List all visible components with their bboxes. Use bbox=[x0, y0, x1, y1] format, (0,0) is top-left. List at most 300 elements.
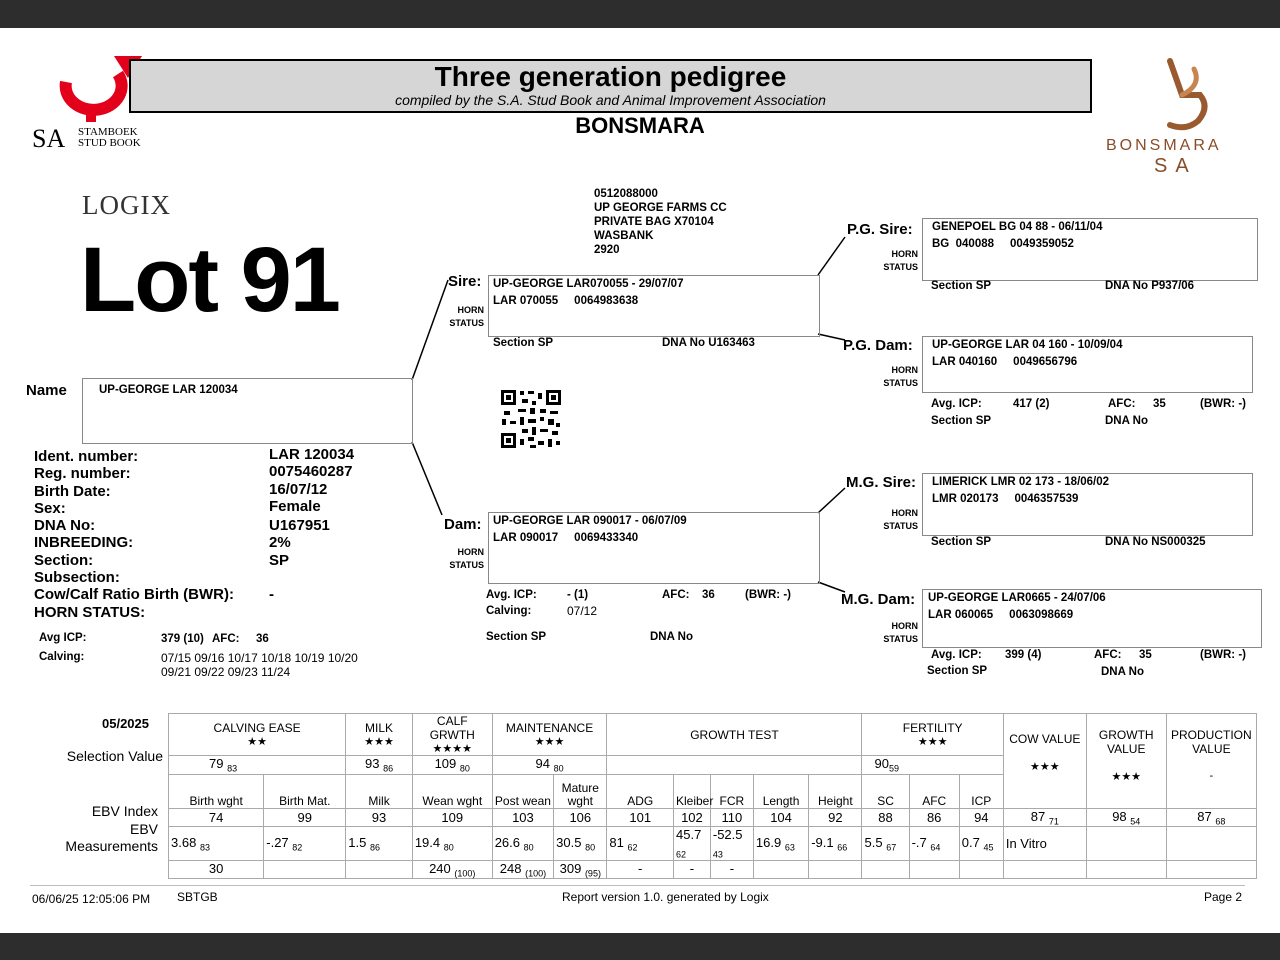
sire-horn-status bbox=[448, 304, 484, 330]
footer-divider bbox=[30, 885, 1245, 886]
ebv-index-cell bbox=[554, 808, 607, 827]
column-header-label: Post wean bbox=[494, 793, 551, 808]
column-header bbox=[710, 774, 753, 808]
footer-report: Report version 1.0. generated by Logix bbox=[562, 890, 769, 904]
animal-field-value: Female bbox=[269, 497, 321, 515]
ebv-value: 26.6 bbox=[494, 834, 521, 850]
column-header bbox=[169, 774, 264, 808]
pg-sire-name: GENEPOEL BG 04 88 - 06/11/04 bbox=[932, 221, 1103, 233]
value-index-cell bbox=[1086, 808, 1166, 827]
group-milk bbox=[346, 714, 413, 756]
dam-name: UP-GEORGE LAR 090017 - 06/07/09 bbox=[493, 515, 687, 527]
ebv-index-cell bbox=[674, 808, 711, 827]
measurement-count: (100) bbox=[454, 868, 476, 879]
sa-logo-studbook: STUD BOOK bbox=[78, 137, 141, 149]
sel-calf-growth-value: 109 bbox=[434, 756, 457, 771]
column-header-label: Length bbox=[762, 793, 800, 808]
measurement-empty-cell bbox=[1166, 860, 1256, 879]
measurement-cell bbox=[753, 860, 808, 879]
measurement-empty-cell bbox=[1086, 860, 1166, 879]
group-fertility bbox=[862, 714, 1003, 756]
value-index-acc: 71 bbox=[1048, 816, 1059, 827]
group-maintenance bbox=[492, 714, 607, 756]
animal-details bbox=[34, 448, 374, 621]
animal-field-label: Section: bbox=[34, 551, 94, 569]
sire-status-label: STATUS bbox=[449, 318, 484, 328]
group-calving-ease bbox=[169, 714, 346, 756]
animal-field-row bbox=[34, 552, 374, 569]
ebv-accuracy: 62 bbox=[627, 842, 638, 853]
mg-dam-label: M.G. Dam: bbox=[841, 591, 916, 608]
ebv-date: 05/2025 bbox=[102, 716, 149, 731]
footer-code: SBTGB bbox=[177, 890, 218, 904]
ebv-value-row bbox=[169, 827, 1257, 861]
measurement-value: - bbox=[638, 860, 643, 876]
measurement-cell bbox=[264, 860, 346, 879]
animal-field-label: Ident. number: bbox=[34, 448, 139, 465]
animal-field-value: SP bbox=[269, 551, 290, 569]
ebv-cell bbox=[959, 827, 1003, 861]
ebv-value: 30.5 bbox=[556, 834, 582, 850]
ebv-index-value: 88 bbox=[878, 809, 893, 825]
measurement-cell bbox=[492, 860, 553, 879]
ebv-cell bbox=[346, 827, 413, 861]
dam-calving-label: Calving: bbox=[486, 605, 532, 617]
ebv-value: 16.9 bbox=[755, 834, 782, 850]
column-header bbox=[492, 774, 553, 808]
pg-sire-ident: BG 040088 0049359052 bbox=[932, 238, 1074, 250]
ebv-cell bbox=[607, 827, 674, 861]
animal-avg-icp: 379 (10) bbox=[161, 633, 204, 645]
mg-dam-afc-label: AFC: bbox=[1094, 649, 1122, 661]
cow-value-stars: ★★★ bbox=[1030, 761, 1060, 773]
measurement-count: (95) bbox=[584, 868, 601, 879]
animal-field-label: Reg. number: bbox=[34, 465, 131, 483]
column-header bbox=[909, 774, 959, 808]
sel-fertility-value: 90 bbox=[874, 756, 889, 771]
ebv-accuracy: 86 bbox=[369, 842, 380, 853]
ebv-index-cell bbox=[710, 808, 753, 827]
animal-calving-label: Calving: bbox=[39, 651, 85, 663]
ebv-index-value: 99 bbox=[297, 809, 312, 825]
ebv-cell bbox=[809, 827, 862, 861]
ebv-value: 0.7 bbox=[961, 834, 980, 850]
ebv-index-cell bbox=[169, 808, 264, 827]
column-header bbox=[862, 774, 909, 808]
mg-sire-section: Section SP bbox=[931, 536, 992, 548]
animal-field-row bbox=[34, 480, 374, 500]
footer-timestamp: 06/06/25 12:05:06 PM bbox=[32, 892, 151, 906]
ebv-empty-cell bbox=[1166, 827, 1256, 861]
ebv-index-cell bbox=[607, 808, 674, 827]
pg-dam-section: Section SP bbox=[931, 415, 992, 427]
mg-dam-avg-icp-label: Avg. ICP: bbox=[931, 649, 982, 661]
pg-dam-horn-label: HORN bbox=[891, 365, 918, 375]
pg-dam-dna: DNA No bbox=[1105, 415, 1149, 427]
ebv-cell bbox=[492, 827, 553, 861]
ebv-value: -.27 bbox=[266, 834, 289, 850]
column-header-label: Mature wght bbox=[561, 780, 599, 808]
mg-dam-status-label: STATUS bbox=[883, 634, 918, 644]
sel-calf-growth bbox=[412, 756, 492, 775]
production-value-stars: - bbox=[1209, 770, 1214, 782]
measurement-value: 248 bbox=[499, 860, 522, 876]
value-index-value: 87 bbox=[1197, 808, 1212, 824]
ebv-accuracy: 67 bbox=[886, 842, 897, 853]
mg-sire-name: LIMERICK LMR 02 173 - 18/06/02 bbox=[932, 476, 1110, 488]
ebv-index-value: 102 bbox=[681, 809, 703, 825]
column-header-label: Kleiber bbox=[676, 793, 714, 808]
group-maintenance-label: MAINTENANCE bbox=[505, 721, 594, 735]
mg-dam-section: Section SP bbox=[927, 665, 988, 677]
ebv-accuracy: 62 bbox=[676, 849, 687, 860]
group-calf-growth bbox=[412, 714, 492, 756]
breeder-postal-code: 2920 bbox=[594, 244, 620, 256]
animal-field-value: 2% bbox=[269, 534, 291, 552]
dam-dna: DNA No bbox=[650, 631, 694, 643]
ebv-accuracy: 66 bbox=[837, 842, 848, 853]
sel-fertility-acc: 59 bbox=[888, 763, 899, 774]
mg-sire-horn-label: HORN bbox=[891, 508, 918, 518]
mg-dam-name: UP-GEORGE LAR0665 - 24/07/06 bbox=[928, 592, 1106, 604]
dam-section: Section SP bbox=[486, 631, 547, 643]
row-label-ebv: EBV bbox=[129, 821, 158, 837]
ebv-value: 81 bbox=[609, 834, 624, 850]
sire-label: Sire: bbox=[448, 273, 482, 290]
animal-calving-line-2: 09/21 09/22 09/23 11/24 bbox=[161, 665, 291, 679]
animal-field-list bbox=[34, 448, 374, 621]
animal-field-label: Sex: bbox=[34, 499, 66, 517]
column-header bbox=[554, 774, 607, 808]
ebv-value: 45.7 bbox=[676, 827, 702, 843]
ebv-index-value: 103 bbox=[512, 809, 534, 825]
column-header bbox=[809, 774, 862, 808]
dam-avg-icp: - (1) bbox=[567, 589, 589, 601]
ebv-index-value: 109 bbox=[441, 809, 464, 825]
mg-dam-afc: 35 bbox=[1139, 649, 1152, 661]
sire-dna: DNA No U163463 bbox=[662, 337, 755, 349]
value-index-value: 87 bbox=[1030, 808, 1046, 824]
value-index-cell bbox=[1166, 808, 1256, 827]
qr-code bbox=[500, 389, 562, 449]
ebv-cell bbox=[909, 827, 959, 861]
value-index-value: 98 bbox=[1112, 808, 1127, 824]
measurement-cell bbox=[862, 860, 909, 879]
animal-field-value: LAR 120034 bbox=[269, 446, 355, 463]
animal-field-label: Cow/Calf Ratio Birth (BWR): bbox=[34, 586, 234, 604]
sel-milk-value: 93 bbox=[364, 756, 380, 771]
pg-sire-label: P.G. Sire: bbox=[847, 221, 913, 238]
pg-dam-avg-icp-label: Avg. ICP: bbox=[931, 398, 982, 410]
ebv-cell bbox=[169, 827, 264, 861]
animal-field-row bbox=[34, 497, 374, 517]
pg-dam-afc: 35 bbox=[1153, 398, 1166, 410]
ebv-index-cell bbox=[809, 808, 862, 827]
calf-growth-stars: ★★★★ bbox=[432, 743, 472, 755]
mg-sire-status-label: STATUS bbox=[883, 521, 918, 531]
column-header-label: ICP bbox=[971, 793, 992, 808]
breed-title: BONSMARA bbox=[575, 113, 705, 138]
ebv-index-cell bbox=[264, 808, 346, 827]
animal-calving-line-1: 07/15 09/16 10/17 10/18 10/19 10/20 bbox=[161, 651, 358, 665]
animal-avg-icp-label: Avg ICP: bbox=[39, 632, 87, 644]
sel-calf-growth-acc: 80 bbox=[459, 763, 470, 774]
measurement-value: 309 bbox=[559, 860, 582, 876]
ebv-index-value: 93 bbox=[371, 809, 387, 825]
ebv-accuracy: 80 bbox=[523, 842, 534, 853]
footer-page-number: Page 2 bbox=[1204, 890, 1243, 904]
ebv-table bbox=[168, 713, 1257, 879]
pg-sire-dna: DNA No P937/06 bbox=[1105, 280, 1195, 292]
animal-field-row bbox=[34, 569, 374, 586]
mg-dam-dna: DNA No bbox=[1101, 666, 1145, 678]
sire-horn-label: HORN bbox=[457, 305, 484, 315]
ebv-note-cell bbox=[1003, 827, 1086, 861]
measurements-row bbox=[169, 860, 1257, 879]
pg-dam-bwr: (BWR: -) bbox=[1200, 398, 1246, 410]
ebv-value: 19.4 bbox=[414, 834, 441, 850]
name-label: Name bbox=[26, 382, 67, 399]
ebv-accuracy: 45 bbox=[983, 842, 994, 853]
bonsmara-logo-sa: SA bbox=[1154, 155, 1197, 177]
breeder-name: UP GEORGE FARMS CC bbox=[594, 202, 727, 214]
mg-sire-dna: DNA No NS000325 bbox=[1105, 536, 1206, 548]
ebv-index-value: 104 bbox=[770, 809, 792, 825]
sel-milk-acc: 86 bbox=[383, 763, 394, 774]
pg-dam-ident: LAR 040160 0049656796 bbox=[932, 356, 1078, 368]
dam-box bbox=[488, 512, 820, 584]
mg-dam-avg-icp: 399 (4) bbox=[1005, 649, 1042, 661]
lot-number: Lot 91 bbox=[80, 229, 339, 331]
ebv-note: In Vitro bbox=[1005, 835, 1047, 851]
group-production-value-label: PRODUCTION VALUE bbox=[1171, 728, 1252, 756]
measurement-value: 240 bbox=[429, 860, 451, 876]
sire-name: UP-GEORGE LAR070055 - 29/07/07 bbox=[493, 278, 684, 290]
measurement-cell bbox=[809, 860, 862, 879]
measurement-value: - bbox=[729, 860, 735, 876]
measurement-value: 30 bbox=[208, 860, 224, 876]
animal-field-value: U167951 bbox=[269, 517, 330, 535]
column-header bbox=[959, 774, 1003, 808]
group-growth-value bbox=[1086, 714, 1166, 809]
ebv-cell bbox=[862, 827, 909, 861]
sel-fertility bbox=[862, 756, 1003, 775]
sel-milk bbox=[346, 756, 413, 775]
animal-field-row bbox=[34, 586, 374, 603]
page-title: Three generation pedigree bbox=[434, 61, 787, 92]
value-index-acc: 54 bbox=[1130, 816, 1141, 827]
sel-maintenance-value: 94 bbox=[535, 756, 550, 771]
animal-calving-dates bbox=[161, 651, 358, 679]
group-growth-value-label: GROWTH VALUE bbox=[1098, 728, 1154, 756]
column-header-label: Height bbox=[818, 793, 853, 808]
value-index-acc: 68 bbox=[1215, 816, 1226, 827]
animal-field-label: Subsection: bbox=[34, 569, 120, 587]
ebv-index-value: 74 bbox=[208, 809, 224, 825]
animal-afc: 36 bbox=[256, 633, 269, 645]
dam-bwr: (BWR: -) bbox=[745, 589, 791, 601]
mg-dam-ident: LAR 060065 0063098669 bbox=[928, 609, 1074, 621]
dam-status-label: STATUS bbox=[449, 560, 484, 570]
value-index-cell bbox=[1003, 808, 1086, 827]
group-calf-growth-label: CALF GRWTH bbox=[429, 714, 475, 742]
pg-dam-box bbox=[922, 336, 1253, 393]
pg-sire-box bbox=[922, 218, 1258, 281]
measurement-cell bbox=[674, 860, 711, 879]
ebv-index-value: 86 bbox=[926, 809, 942, 825]
group-milk-label: MILK bbox=[365, 721, 394, 735]
ebv-value: 3.68 bbox=[171, 834, 197, 850]
animal-field-value: - bbox=[269, 586, 274, 604]
pg-sire-horn-status bbox=[880, 248, 918, 274]
ebv-index-cell bbox=[412, 808, 492, 827]
ebv-cell bbox=[753, 827, 808, 861]
animal-name: UP-GEORGE LAR 120034 bbox=[99, 384, 238, 396]
ebv-index-value: 92 bbox=[828, 809, 843, 825]
group-cow-value bbox=[1003, 714, 1086, 809]
ebv-cell bbox=[674, 827, 711, 861]
pg-dam-name: UP-GEORGE LAR 04 160 - 10/09/04 bbox=[932, 339, 1123, 351]
measurement-cell bbox=[346, 860, 413, 879]
measurement-cell bbox=[554, 860, 607, 879]
ebv-accuracy: 80 bbox=[585, 842, 596, 853]
pg-dam-avg-icp: 417 (2) bbox=[1013, 398, 1050, 410]
pg-dam-horn-status bbox=[880, 364, 918, 390]
measurement-cell bbox=[412, 860, 492, 879]
growth-value-stars: ★★★ bbox=[1111, 771, 1142, 783]
breeder-address-1: PRIVATE BAG X70104 bbox=[594, 216, 714, 228]
sel-growth-test bbox=[607, 756, 862, 775]
ebv-cell bbox=[710, 827, 753, 861]
mg-dam-box bbox=[922, 589, 1262, 648]
column-header bbox=[753, 774, 808, 808]
column-header-label: Wean wght bbox=[422, 793, 483, 808]
milk-stars: ★★★ bbox=[364, 736, 394, 748]
ebv-index-value: 110 bbox=[721, 809, 743, 825]
pg-sire-status-label: STATUS bbox=[883, 262, 918, 272]
dam-calving: 07/12 bbox=[567, 604, 598, 618]
group-calving-ease-label: CALVING EASE bbox=[213, 721, 301, 735]
animal-field-label: DNA No: bbox=[34, 517, 96, 535]
animal-field-label: HORN STATUS: bbox=[34, 603, 146, 621]
mg-dam-horn-label: HORN bbox=[891, 621, 918, 631]
measurement-value: - bbox=[689, 860, 695, 876]
sa-logo-stamboek: STAMBOEK bbox=[78, 126, 138, 138]
group-production-value bbox=[1166, 714, 1256, 809]
sel-maintenance-acc: 80 bbox=[553, 763, 564, 774]
ebv-accuracy: 63 bbox=[784, 842, 795, 853]
group-growth-test-label: GROWTH TEST bbox=[690, 727, 779, 742]
group-cow-value-label: COW VALUE bbox=[1009, 732, 1081, 746]
measurement-cell bbox=[710, 860, 753, 879]
ebv-value: -52.5 bbox=[712, 827, 743, 843]
column-header-label: AFC bbox=[922, 793, 947, 808]
ebv-accuracy: 83 bbox=[199, 842, 210, 853]
column-header-label: Birth wght bbox=[189, 793, 243, 808]
ebv-value: -.7 bbox=[911, 834, 927, 850]
column-header-label: ADG bbox=[627, 793, 654, 808]
animal-field-label: INBREEDING: bbox=[34, 534, 134, 552]
ebv-index-cell bbox=[909, 808, 959, 827]
ebv-cell bbox=[412, 827, 492, 861]
bonsmara-logo-text: BONSMARA bbox=[1106, 137, 1222, 154]
row-label-ebv-index: EBV Index bbox=[91, 803, 158, 819]
sa-logo-letters: SA bbox=[32, 124, 66, 153]
sel-calving-ease bbox=[169, 756, 346, 775]
column-header-label: Birth Mat. bbox=[279, 793, 331, 808]
sire-section: Section SP bbox=[493, 337, 554, 349]
mg-sire-horn-status bbox=[880, 507, 918, 533]
row-label-selection-value: Selection Value bbox=[66, 748, 163, 764]
sire-ident: LAR 070055 0064983638 bbox=[493, 295, 639, 307]
mg-sire-ident: LMR 020173 0046357539 bbox=[932, 493, 1079, 505]
pg-dam-status-label: STATUS bbox=[883, 378, 918, 388]
sel-calving-ease-acc: 83 bbox=[227, 763, 238, 774]
measurement-count: (100) bbox=[525, 868, 547, 879]
animal-field-value: 0075460287 bbox=[269, 463, 353, 481]
ebv-index-value: 101 bbox=[629, 809, 652, 825]
column-header-label: SC bbox=[877, 793, 894, 808]
ebv-empty-cell bbox=[1086, 827, 1166, 861]
ebv-value: -9.1 bbox=[811, 834, 834, 850]
column-header bbox=[607, 774, 674, 808]
column-header bbox=[346, 774, 413, 808]
ebv-accuracy: 43 bbox=[712, 849, 723, 860]
column-header bbox=[674, 774, 714, 808]
ebv-group-header-row bbox=[169, 714, 1257, 756]
column-header bbox=[264, 774, 346, 808]
animal-field-row bbox=[34, 604, 374, 621]
row-label-measurements: Measurements bbox=[65, 838, 158, 854]
measurement-cell bbox=[909, 860, 959, 879]
dam-ident: LAR 090017 0069433340 bbox=[493, 532, 639, 544]
sel-maintenance bbox=[492, 756, 607, 775]
column-header bbox=[412, 774, 492, 808]
mg-sire-label: M.G. Sire: bbox=[846, 474, 917, 491]
ebv-cell bbox=[554, 827, 607, 861]
dam-afc-label: AFC: bbox=[662, 589, 690, 601]
dam-afc: 36 bbox=[702, 589, 715, 601]
animal-field-label: Birth Date: bbox=[34, 482, 111, 500]
measurement-empty-cell bbox=[1003, 860, 1086, 879]
sel-calving-ease-value: 79 bbox=[209, 756, 224, 771]
ebv-accuracy: 82 bbox=[292, 842, 303, 853]
dam-label: Dam: bbox=[444, 516, 482, 533]
logix-logo: LOGIX bbox=[82, 190, 171, 220]
dam-avg-icp-label: Avg. ICP: bbox=[486, 589, 537, 601]
column-header-label: Milk bbox=[368, 793, 390, 808]
calving-ease-stars: ★★ bbox=[247, 736, 267, 748]
measurement-cell bbox=[169, 860, 264, 879]
maintenance-stars: ★★★ bbox=[534, 736, 565, 748]
dam-horn-status bbox=[448, 546, 484, 572]
pg-sire-horn-label: HORN bbox=[891, 249, 918, 259]
ebv-index-cell bbox=[492, 808, 553, 827]
animal-afc-label: AFC: bbox=[212, 633, 240, 645]
ebv-index-cell bbox=[346, 808, 413, 827]
animal-name-box bbox=[82, 378, 413, 444]
ebv-index-value: 94 bbox=[974, 809, 989, 825]
ebv-index-cell bbox=[753, 808, 808, 827]
ebv-value: 5.5 bbox=[864, 834, 883, 850]
fertility-stars: ★★★ bbox=[917, 736, 948, 748]
ebv-index-cell bbox=[862, 808, 909, 827]
dam-horn-label: HORN bbox=[457, 547, 484, 557]
measurement-cell bbox=[607, 860, 674, 879]
pg-dam-label: P.G. Dam: bbox=[843, 337, 913, 354]
breeder-phone: 0512088000 bbox=[594, 188, 658, 200]
ebv-accuracy: 64 bbox=[930, 842, 941, 853]
